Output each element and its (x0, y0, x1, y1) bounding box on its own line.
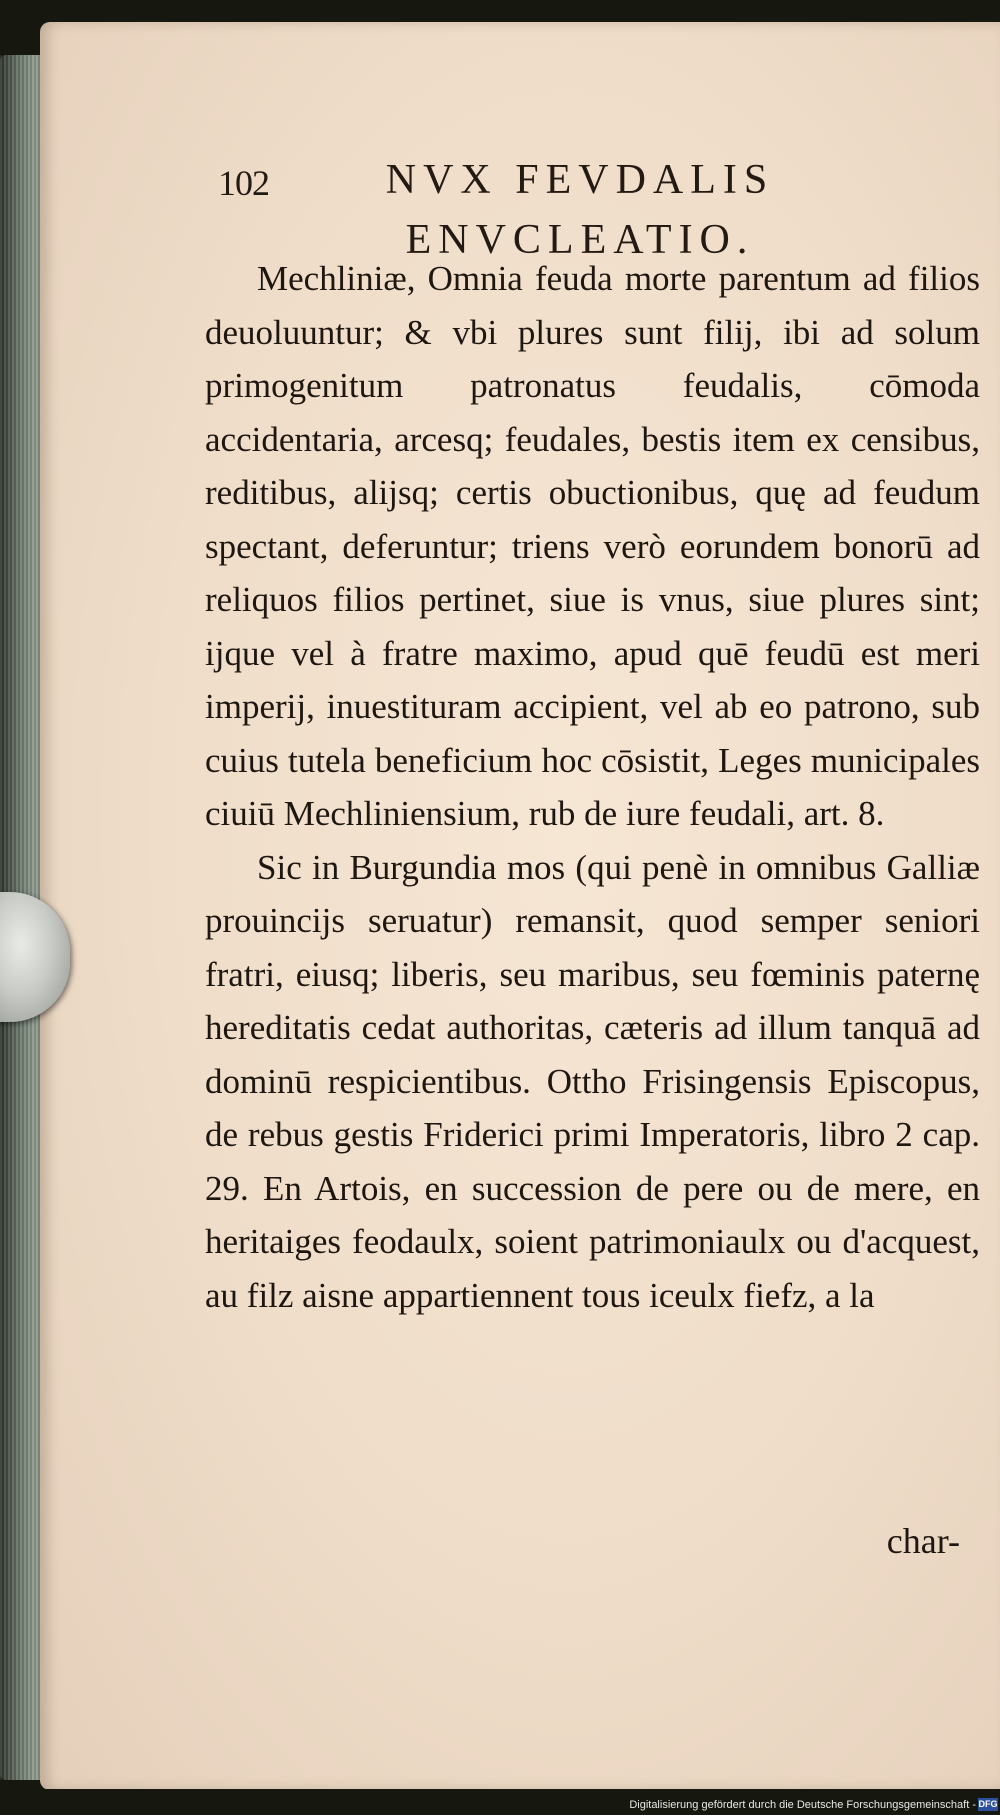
catchword: char- (886, 1521, 960, 1561)
paragraph: Sic in Burgundia mos (qui penè in omnibus Galliæ prouincijs seruatur) remansit, quod semper seniori fratri, eiusq; liberis, seu maribus, seu fœminis paternę hereditatis cedat authoritas, cæteris ad illum tanquā ad dominū respicientibus. Ottho Frisingensis Episcopus, de rebus gestis Friderici primi Imperatoris, libro 2 cap. 29. En Artois, en succession de pere ou de mere, en heritaiges feodaulx, soient patrimoniaulx ou d'acquest, au filz aisne appartiennent tous iceulx fiefz, a la (205, 847, 980, 1315)
footer-bar (0, 1789, 1000, 1815)
running-title-line-1: NVX FEVDALIS (385, 157, 775, 203)
running-title-line-2: ENVCLEATIO. (405, 217, 755, 263)
paragraph: Mechliniæ, Omnia feuda morte parentum ad filios deuoluuntur; & vbi plures sunt filij, ibi ad solum primogenitum patronatus feudalis, cōmoda accidentaria, arcesq; feudales, bestis item ex censibus, reditibus, alijsq; certis obuctionibus, quę ad feudum spectant, deferuntur; triens verò eorundem bonorū ad reliquos filios pertinet, siue is vnus, siue plures sint; ijque vel à fratre maximo, apud quē feudū est meri imperij, inuestituram accipient, vel ab eo patrono, sub cuius tutela beneficium hoc cōsistit, Leges municipales ciuiū Mechliniensium, rub de iure feudali, art. 8. (205, 259, 980, 833)
digitization-credit: Digitalisierung gefördert durch die Deutsche Forschungsgemeinschaft - (629, 1799, 976, 1811)
page-number: 102 (218, 163, 269, 203)
dfg-logo: DFG (978, 1799, 998, 1809)
body-text (205, 252, 980, 1322)
page-header (40, 134, 1000, 264)
